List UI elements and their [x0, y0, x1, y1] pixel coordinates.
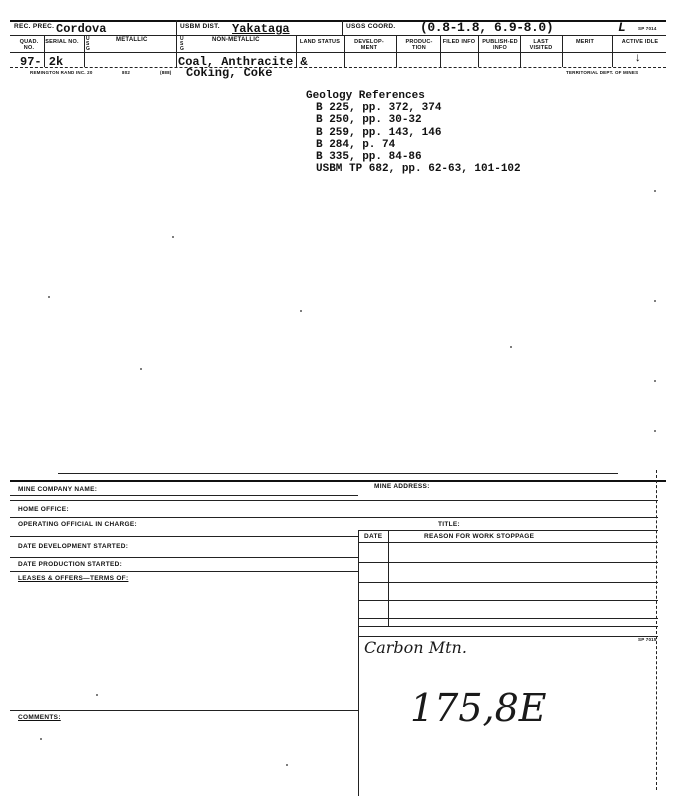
stoppage-reason-column: REASON FOR WORK STOPPAGE — [424, 533, 535, 540]
usgs-coord-label: USGS COORD. — [346, 23, 396, 30]
col-active-idle: ACTIVE IDLE — [621, 39, 659, 45]
home-office-rule — [10, 500, 658, 501]
stoppage-row-rule — [358, 562, 658, 563]
scan-speck — [286, 764, 288, 766]
scan-speck — [140, 368, 142, 370]
date-development-started-label: DATE DEVELOPMENT STARTED: — [18, 543, 129, 550]
stoppage-row-rule — [358, 626, 658, 627]
col-divider — [562, 36, 563, 67]
header-divider — [176, 20, 177, 36]
title-label: TITLE: — [438, 521, 461, 528]
stoppage-row-rule — [358, 618, 658, 619]
page-mark: L — [618, 20, 626, 35]
dev-started-rule — [10, 557, 358, 558]
reference-item: B 225, pp. 372, 374 — [316, 102, 442, 115]
stub-edge — [656, 470, 657, 790]
form-number-bottom: SP 7015 — [638, 637, 657, 642]
official-rule — [10, 517, 658, 518]
prod-started-rule — [10, 571, 358, 572]
reference-item: B 259, pp. 143, 146 — [316, 126, 442, 139]
col-usg-2: U S G — [180, 36, 185, 52]
col-divider — [396, 36, 397, 67]
rec-prec-value: Cordova — [56, 22, 107, 36]
col-serial-no: SERIAL NO. — [45, 39, 79, 45]
stoppage-header-rule — [358, 530, 658, 531]
commodity-line-2: Coking, Coke — [186, 66, 273, 80]
references-title: Geology References — [306, 90, 425, 102]
reference-item: B 335, pp. 84-86 — [316, 151, 422, 164]
active-idle-mark: ↓ — [634, 51, 642, 65]
scan-speck — [300, 310, 302, 312]
col-last-visited: LAST VISITED — [529, 39, 553, 52]
comments-top-rule — [10, 710, 358, 711]
col-filed-info: FILED INFO — [442, 39, 476, 45]
usbm-dist-label: USBM DIST. — [180, 23, 220, 30]
scan-speck — [172, 236, 174, 238]
mine-address-label: MINE ADDRESS: — [374, 483, 430, 490]
header-rule — [10, 35, 666, 36]
col-usg-1: U S G — [86, 36, 91, 52]
reference-item: B 250, pp. 30-32 — [316, 114, 422, 127]
usbm-dist-value: Yakataga — [232, 22, 290, 36]
rec-prec-label: REC. PREC. — [14, 23, 55, 30]
col-production: PRODUC-TION — [405, 39, 433, 52]
printer-code-1: 802 — [122, 70, 131, 75]
scan-speck — [48, 296, 50, 298]
territorial-dept: TERRITORIAL DEPT. OF MINES — [566, 70, 639, 75]
col-divider — [612, 36, 613, 67]
scan-speck — [654, 300, 656, 302]
card-top-border — [10, 20, 666, 22]
form-number-top: SP 7014 — [638, 26, 657, 31]
reference-item: USBM TP 682, pp. 62-63, 101-102 — [316, 163, 521, 176]
col-divider — [176, 36, 177, 67]
col-land-status: LAND STATUS — [299, 39, 341, 45]
handwritten-card-top — [358, 636, 658, 637]
commodity-line-1: Coal, Anthracite & — [178, 55, 308, 69]
col-divider — [344, 36, 345, 67]
date-production-started-label: DATE PRODUCTION STARTED: — [18, 561, 123, 568]
stoppage-date-divider — [388, 530, 389, 626]
col-metallic: METALLIC — [116, 37, 148, 43]
lower-form-divider — [358, 530, 359, 796]
record-rule — [10, 67, 666, 68]
stoppage-row-rule — [358, 582, 658, 583]
stoppage-row-rule — [358, 542, 658, 543]
col-development: DEVELOP-MENT — [354, 39, 384, 52]
comments-label: COMMENTS: — [18, 714, 61, 721]
usgs-coord-value: (0.8-1.8, 6.9-8.0) — [420, 20, 554, 35]
scan-speck — [654, 430, 656, 432]
scan-speck — [40, 738, 42, 740]
header-divider — [342, 20, 343, 36]
stoppage-row-rule — [358, 600, 658, 601]
col-divider — [440, 36, 441, 67]
col-non-metallic: NON-METALLIC — [212, 37, 260, 43]
scan-speck — [654, 190, 656, 192]
operating-official-label: OPERATING OFFICIAL IN CHARGE: — [18, 521, 137, 528]
company-rule — [10, 495, 358, 496]
col-merit: MERIT — [575, 39, 595, 45]
scan-speck — [510, 346, 512, 348]
scan-speck — [96, 694, 98, 696]
printer-imprint: REMINGTON RAND INC. 20 — [30, 70, 93, 75]
col-divider — [478, 36, 479, 67]
reference-item: B 284, p. 74 — [316, 138, 396, 151]
mine-company-name-label: MINE COMPANY NAME: — [18, 486, 98, 493]
printer-code-2: (888) — [160, 70, 172, 75]
handwritten-number: 175,8E — [410, 686, 547, 730]
lower-form-top-border — [10, 480, 666, 482]
leases-offers-label: LEASES & OFFERS—TERMS OF: — [18, 575, 129, 582]
stoppage-date-column: DATE — [364, 533, 383, 540]
geology-references — [306, 90, 521, 175]
quad-serial-value: 97- 2k — [20, 55, 64, 69]
columns-rule — [10, 52, 666, 53]
lower-form-top-rule — [58, 473, 618, 474]
col-divider — [84, 36, 85, 67]
col-divider — [520, 36, 521, 67]
scan-speck — [654, 380, 656, 382]
dev-started-top-rule — [10, 536, 358, 537]
handwritten-location: Carbon Mtn. — [364, 638, 467, 657]
home-office-label: HOME OFFICE: — [18, 506, 69, 513]
col-published-info: PUBLISH-ED INFO — [482, 39, 518, 52]
col-quad-no: QUAD. NO. — [19, 39, 39, 52]
